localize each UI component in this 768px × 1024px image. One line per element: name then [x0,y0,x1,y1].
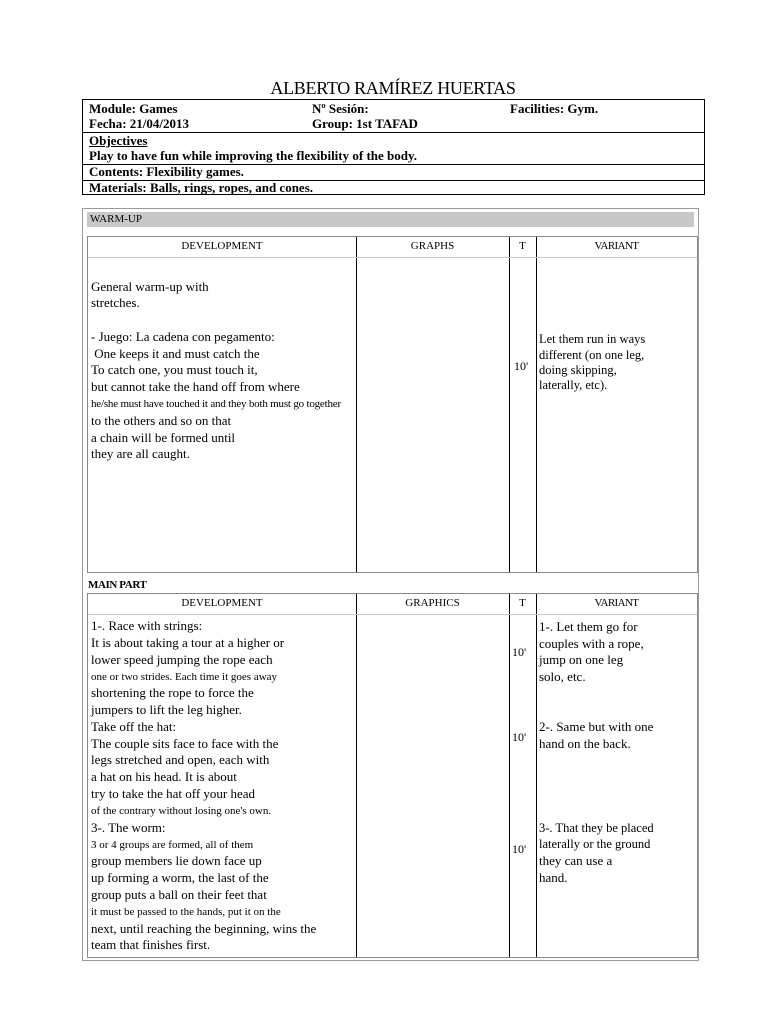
module-text: Module: Games [89,101,178,116]
main-dev-line: try to take the hat off your head [91,786,256,801]
main-col-divider-1 [356,594,357,957]
main-dev-line: The couple sits face to face with the [91,736,279,751]
materials-text: Materials: Balls, rings, ropes, and cones. [89,180,314,195]
main-dev-line: 3 or 4 groups are formed, all of them [91,839,254,851]
main-variant-3-line: they can use a [539,853,613,868]
contents-text: Contents: Flexibility games. [89,164,244,179]
main-time-2: 10' [512,730,527,744]
page-title: ALBERTO RAMÍREZ HUERTAS [270,78,516,98]
main-dev-line: of the contrary without losing one's own. [91,805,272,817]
main-dev-line: group members lie down face up [91,853,262,868]
main-time-1: 10' [512,645,527,659]
warmup-variant-line: different (on one leg, [539,348,645,362]
main-dev-line: up forming a worm, the last of the [91,870,269,885]
main-variant-1-line: couples with a rope, [539,636,644,651]
main-header-divider [88,614,697,615]
main-header-graphics: GRAPHICS [405,597,460,609]
main-dev-line: Take off the hat: [91,719,177,734]
warmup-variant-line: Let them run in ways [539,332,646,346]
main-header-development: DEVELOPMENT [181,597,263,609]
session-number-text: Nº Sesión: [312,101,369,116]
main-header-t: T [519,597,526,609]
main-part-label: MAIN PART [88,579,147,591]
objectives-text: Play to have fun while improving the flexibility of the body. [89,148,418,163]
warmup-variant-line: doing skipping, [539,363,617,377]
warmup-variant-line: laterally, etc). [539,378,608,392]
main-header-variant: VARIANT [594,597,639,609]
main-dev-line: one or two strides. Each time it goes away [91,671,278,683]
warmup-col-divider-1 [356,237,357,572]
main-time-3: 10' [512,842,527,856]
warmup-dev-line: but cannot take the hand off from where [91,379,300,394]
main-dev-line: It is about taking a tour at a higher or [91,635,285,650]
group-text: Group: 1st TAFAD [312,116,418,131]
warmup-col-divider-2 [509,237,510,572]
main-dev-line: team that finishes first. [91,937,211,952]
warmup-dev-line: - Juego: La cadena con pegamento: [91,329,275,344]
main-variant-1-line: 1-. Let them go for [539,619,638,634]
main-dev-line: lower speed jumping the rope each [91,652,273,667]
main-variant-2-line: hand on the back. [539,736,631,751]
objectives-label: Objectives [89,133,148,148]
warmup-dev-line: stretches. [91,295,140,310]
main-dev-line: it must be passed to the hands, put it on the [91,906,281,918]
warmup-col-divider-3 [536,237,537,572]
main-variant-1-line: solo, etc. [539,669,586,684]
main-dev-line: legs stretched and open, each with [91,752,270,767]
main-dev-line: jumpers to lift the leg higher. [91,702,242,717]
warmup-header-divider [88,257,697,258]
main-col-divider-2 [509,594,510,957]
session-info-table [82,99,705,195]
warmup-section-bar: WARM-UP [87,212,694,227]
warmup-time: 10' [514,359,529,373]
main-variant-3-line: laterally or the ground [539,837,651,851]
warmup-dev-line: to the others and so on that [91,413,232,428]
warmup-header-graphs: GRAPHS [410,240,455,252]
main-dev-line: a hat on his head. It is about [91,769,237,784]
date-text: Fecha: 21/04/2013 [89,116,190,131]
main-dev-line: 3-. The worm: [91,820,166,835]
warmup-dev-line: he/she must have touched it and they both must go together [91,398,341,410]
warmup-dev-line: a chain will be formed until [91,430,236,445]
main-variant-2-line: 2-. Same but with one [539,719,654,734]
main-variant-1-line: jump on one leg [539,652,624,667]
main-dev-line: next, until reaching the beginning, wins the [91,921,317,936]
warmup-dev-line: One keeps it and must catch the [91,346,260,361]
facilities-text: Facilities: Gym. [510,101,599,116]
main-variant-3-line: 3-. That they be placed [539,821,654,835]
main-dev-line: group puts a ball on their feet that [91,887,267,902]
warmup-header-t: T [519,240,526,252]
warmup-dev-line: To catch one, you must touch it, [91,362,258,377]
warmup-header-development: DEVELOPMENT [181,240,263,252]
main-col-divider-3 [536,594,537,957]
main-variant-3-line: hand. [539,870,568,885]
main-dev-line: shortening the rope to force the [91,685,254,700]
warmup-dev-line: General warm-up with [91,279,209,294]
main-dev-line: 1-. Race with strings: [91,618,203,633]
warmup-dev-line: they are all caught. [91,446,190,461]
warmup-header-variant: VARIANT [594,240,639,252]
